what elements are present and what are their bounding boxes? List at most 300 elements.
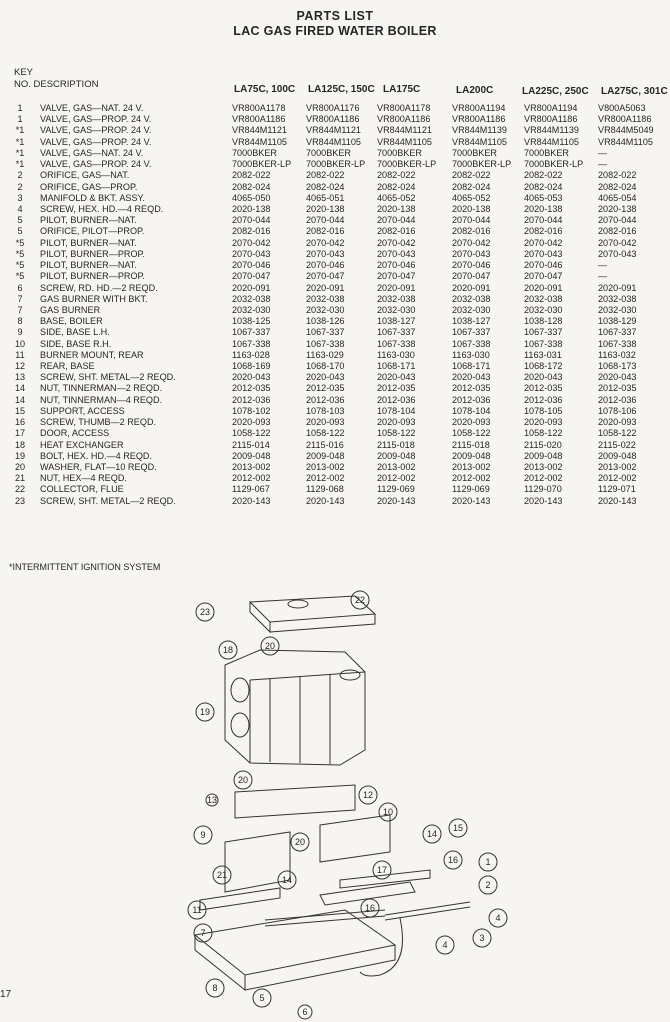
part-number: 1038-125 (232, 316, 271, 327)
part-description: PILOT, BURNER—NAT. (40, 215, 137, 226)
part-number: 2070-047 (452, 271, 491, 282)
part-number: 2012-035 (306, 383, 345, 394)
part-number: — (598, 159, 608, 170)
part-description: GAS BURNER (40, 304, 101, 315)
part-number: 2082-022 (524, 170, 563, 181)
key-number: 5 (17, 226, 23, 237)
part-number: VR844M1105 (232, 136, 287, 147)
part-number: 2070-047 (232, 271, 271, 282)
part-number: 2013-002 (598, 462, 637, 472)
part-number: 2032-038 (306, 293, 345, 304)
part-number: 2020-138 (232, 203, 271, 214)
key-number: 11 (15, 349, 25, 360)
part-number: 1038-129 (598, 316, 637, 327)
part-number: VR800A1186 (306, 114, 360, 125)
key-number: 22 (14, 484, 26, 495)
part-number: 2032-030 (232, 304, 271, 315)
callout-10: 10 (382, 807, 394, 817)
callout-5: 5 (259, 993, 265, 1003)
key-number: 21 (14, 473, 26, 484)
part-number: 2013-002 (306, 462, 345, 472)
part-number: 2082-016 (452, 226, 491, 237)
callout-6: 6 (302, 1007, 308, 1017)
table-row (0, 473, 670, 484)
table-row (0, 417, 670, 428)
part-number: 2020-093 (524, 417, 563, 428)
model-header: LA225C, 250C (522, 86, 589, 97)
part-number: 2070-043 (452, 248, 491, 259)
part-number: 2012-036 (598, 394, 637, 405)
part-number: 2009-048 (524, 450, 563, 461)
part-number: 2082-024 (452, 181, 491, 192)
table-row (0, 361, 670, 372)
part-number: 1067-337 (306, 327, 345, 338)
part-number: VR800A1186 (452, 114, 506, 125)
table-row (0, 103, 670, 114)
part-number: 2020-143 (377, 495, 416, 506)
part-number: 2070-043 (598, 248, 637, 259)
part-number: 1068-171 (452, 361, 491, 372)
part-number: 2020-093 (306, 417, 345, 428)
table-row (0, 496, 670, 507)
part-number: — (598, 147, 608, 158)
part-number: 2020-143 (232, 495, 271, 506)
table-row (0, 339, 670, 350)
part-number: 1068-172 (524, 361, 563, 372)
part-number: 1038-127 (452, 316, 491, 327)
part-number: 2013-002 (377, 462, 416, 472)
part-number: 1078-106 (598, 405, 637, 416)
part-number: 2070-042 (306, 237, 345, 248)
callout-17: 17 (376, 865, 388, 875)
table-row (0, 372, 670, 383)
part-number: 2115-016 (306, 439, 344, 450)
part-number: 2012-002 (306, 473, 345, 484)
part-number: VR800A1178 (232, 103, 286, 113)
key-number: 23 (14, 495, 26, 506)
part-number: — (598, 260, 608, 271)
part-number: 2082-022 (452, 170, 491, 181)
part-description: GAS BURNER WITH BKT. (40, 293, 148, 304)
key-number: *1 (15, 125, 25, 136)
part-description: SIDE, BASE L.H. (40, 327, 110, 338)
part-description: SCREW, HEX. HD.—4 REQD. (40, 203, 164, 214)
part-description: SIDE, BASE R.H. (40, 338, 112, 349)
part-description: BURNER MOUNT, REAR (40, 349, 144, 360)
part-number: 1067-338 (452, 338, 491, 349)
part-number: 2070-044 (377, 215, 416, 226)
part-number: 1067-337 (377, 327, 416, 338)
part-number: 2012-035 (452, 383, 491, 394)
key-number: 14 (14, 383, 26, 394)
part-number: 2032-030 (452, 304, 491, 315)
part-number: 2082-022 (306, 170, 345, 181)
table-row (0, 383, 670, 394)
table-row (0, 125, 670, 136)
part-number: 1067-338 (377, 338, 416, 349)
part-number: 2009-048 (377, 450, 416, 461)
part-number: 2070-046 (232, 260, 271, 271)
part-number: 2070-042 (598, 237, 637, 248)
part-number: 2012-036 (306, 394, 345, 405)
table-row (0, 305, 670, 316)
part-number: 2082-022 (598, 170, 637, 181)
part-number: 2009-048 (452, 450, 491, 461)
key-number: *5 (15, 260, 25, 271)
table-row (0, 204, 670, 215)
part-description: ORIFICE, GAS—NAT. (40, 170, 130, 181)
table-row (0, 350, 670, 361)
part-number: 2115-022 (598, 439, 636, 450)
part-description: HEAT EXCHANGER (40, 439, 124, 450)
part-description: VALVE, GAS—PROP. 24 V. (40, 125, 152, 136)
part-number: 1067-337 (452, 327, 491, 338)
part-number: 2032-030 (524, 304, 563, 315)
part-number: 2070-043 (524, 248, 563, 259)
part-number: 2115-018 (377, 439, 415, 450)
no-description-header: NO. DESCRIPTION (14, 79, 99, 90)
part-number: 2070-047 (306, 271, 345, 282)
part-number: 2012-036 (524, 394, 563, 405)
part-description: VALVE, GAS—NAT. 24 V. (40, 103, 144, 113)
callout-16: 16 (364, 903, 376, 913)
key-number: 8 (17, 316, 23, 327)
part-number: 2012-035 (524, 383, 563, 394)
table-row (0, 406, 670, 417)
part-number: VR800A1186 (377, 114, 431, 125)
key-number: 6 (17, 282, 23, 293)
part-number: 7000BKER-LP (232, 159, 292, 170)
callout-8: 8 (212, 983, 218, 993)
part-number: 1129-069 (377, 484, 415, 495)
part-number: 1067-338 (598, 338, 637, 349)
part-number: 2020-143 (452, 495, 491, 506)
key-number: 18 (14, 439, 26, 450)
part-number: 2012-002 (524, 473, 563, 484)
part-number: 1067-338 (306, 338, 345, 349)
part-number: 2070-046 (377, 260, 416, 271)
part-number: 4065-051 (306, 192, 345, 203)
part-number: 1163-029 (306, 349, 344, 360)
part-number: 2070-043 (232, 248, 271, 259)
part-number: VR844M1121 (306, 125, 361, 136)
part-number: VR844M1105 (598, 136, 653, 147)
part-description: PILOT, BURNER—PROP. (40, 271, 145, 282)
model-header: LA275C, 301C (601, 86, 668, 97)
part-number: 7000BKER (232, 147, 277, 158)
callout-1: 1 (485, 857, 491, 867)
part-number: VR800A1178 (377, 103, 431, 113)
part-number: VR800A1194 (524, 103, 578, 113)
part-description: SCREW, SHT. METAL—2 REQD. (40, 372, 176, 383)
part-number: 1068-170 (306, 361, 345, 372)
part-description: SCREW, SHT. METAL—2 REQD. (40, 495, 176, 506)
part-number: 2032-038 (232, 293, 271, 304)
part-number: 2082-024 (598, 181, 637, 192)
table-row (0, 428, 670, 439)
part-number: 1078-104 (452, 405, 491, 416)
callout-15: 15 (452, 823, 464, 833)
access-door-drawing (320, 882, 415, 905)
part-number: 4065-053 (524, 192, 563, 203)
part-number: 2070-047 (524, 271, 563, 282)
part-number: 2012-036 (377, 394, 416, 405)
table-row (0, 440, 670, 451)
table-row (0, 114, 670, 125)
part-number: 2020-093 (452, 417, 491, 428)
part-number: 2012-036 (452, 394, 491, 405)
part-number: 1058-122 (377, 428, 416, 439)
part-number: 2082-024 (232, 181, 271, 192)
part-description: NUT, TINNERMAN—4 REQD. (40, 394, 163, 405)
callout-20: 20 (237, 775, 249, 785)
key-number: 2 (17, 170, 23, 181)
part-number: 4065-052 (452, 192, 491, 203)
part-number: 2009-048 (598, 450, 637, 461)
part-number: 2020-093 (232, 417, 271, 428)
key-number: 14 (14, 394, 26, 405)
part-number: 2070-042 (524, 237, 563, 248)
part-number: 2012-002 (452, 473, 491, 484)
callout-9: 9 (200, 830, 206, 840)
part-number: 2070-042 (377, 237, 416, 248)
table-row (0, 226, 670, 237)
key-number: 5 (17, 215, 23, 226)
part-number: 4065-050 (232, 192, 271, 203)
part-number: 2115-018 (452, 439, 490, 450)
key-number: 13 (14, 372, 26, 383)
part-number: 1067-338 (524, 338, 563, 349)
part-number: 1058-122 (524, 428, 563, 439)
key-number: 20 (14, 462, 26, 472)
part-number: 2020-091 (452, 282, 491, 293)
heat-exchanger-drawing (225, 650, 365, 765)
model-header: LA175C (383, 84, 421, 95)
part-number: 2012-035 (598, 383, 637, 394)
part-description: ORIFICE, PILOT—PROP. (40, 226, 145, 237)
part-description: NUT, TINNERMAN—2 REQD. (40, 383, 163, 394)
part-number: 1163-028 (232, 349, 270, 360)
callout-22: 22 (354, 595, 366, 605)
part-number: VR800A1194 (452, 103, 506, 113)
key-number: *1 (15, 147, 25, 158)
part-number: 2009-048 (306, 450, 345, 461)
boiler-base-drawing (195, 910, 395, 975)
part-number: 7000BKER (306, 147, 351, 158)
part-description: VALVE, GAS—PROP. 24 V. (40, 114, 152, 125)
part-number: 2012-002 (232, 473, 271, 484)
part-number: 2032-030 (598, 304, 637, 315)
pilot-tube-drawing (360, 918, 403, 976)
part-number: 1129-069 (452, 484, 490, 495)
part-number: 1058-122 (452, 428, 491, 439)
part-number: 2013-002 (452, 462, 491, 472)
part-number: 1163-030 (377, 349, 415, 360)
callout-18: 18 (222, 645, 234, 655)
part-number: VR800A1176 (306, 103, 360, 113)
table-row (0, 260, 670, 271)
part-number: VR800A1186 (524, 114, 578, 125)
table-row (0, 148, 670, 159)
part-description: VALVE, GAS—NAT. 24 V. (40, 147, 144, 158)
part-number: 1038-128 (524, 316, 563, 327)
part-description: VALVE, GAS—PROP. 24 V. (40, 136, 152, 147)
part-number: 2020-043 (232, 372, 271, 383)
table-row (0, 215, 670, 226)
part-number: 1078-105 (524, 405, 563, 416)
part-description: PILOT, BURNER—PROP. (40, 248, 145, 259)
part-number: 1038-127 (377, 316, 416, 327)
part-number: 1068-169 (232, 361, 271, 372)
key-number: 15 (14, 405, 26, 416)
callout-4: 4 (442, 940, 448, 950)
key-number: 9 (17, 327, 23, 338)
part-number: 2082-024 (306, 181, 345, 192)
part-number: 2020-138 (377, 203, 416, 214)
part-number: 7000BKER-LP (524, 159, 584, 170)
callout-11: 11 (192, 905, 202, 915)
part-description: DOOR, ACCESS (40, 428, 110, 439)
part-number: 2082-016 (598, 226, 637, 237)
key-number: 16 (14, 417, 26, 428)
part-number: 2020-143 (598, 495, 637, 506)
callout-23: 23 (199, 607, 211, 617)
part-number: VR844M1105 (452, 136, 507, 147)
part-number: 2070-046 (306, 260, 345, 271)
part-number: 2013-002 (232, 462, 271, 472)
callout-2: 2 (485, 880, 491, 890)
part-number: 2012-002 (377, 473, 416, 484)
part-number: VR800A1186 (598, 114, 652, 125)
part-number: 2020-091 (377, 282, 416, 293)
callout-21: 21 (216, 870, 228, 880)
part-number: 2115-014 (232, 439, 270, 450)
callout-20: 20 (294, 837, 306, 847)
parts-table (0, 103, 670, 507)
key-number: 7 (17, 293, 23, 304)
part-number: 2012-036 (232, 394, 271, 405)
page-number: 17 (0, 989, 12, 1000)
part-number: VR844M1139 (452, 125, 507, 136)
part-number: 2082-022 (377, 170, 416, 181)
key-number: 12 (14, 361, 26, 372)
key-number: *5 (15, 248, 25, 259)
part-number: 2020-143 (524, 495, 563, 506)
footnote: *INTERMITTENT IGNITION SYSTEM (9, 562, 161, 572)
callout-14: 14 (426, 829, 438, 839)
part-number: 2032-038 (377, 293, 416, 304)
callout-4: 4 (495, 913, 501, 923)
part-number: 2032-030 (306, 304, 345, 315)
part-number: 4065-052 (377, 192, 416, 203)
part-number: 2012-035 (232, 383, 271, 394)
part-description: SUPPORT, ACCESS (40, 405, 125, 416)
part-number: 2032-030 (377, 304, 416, 315)
part-number: V800A5063 (598, 103, 646, 113)
part-number: 1129-071 (598, 484, 636, 495)
page-title: PARTS LIST (296, 9, 374, 23)
table-row (0, 159, 670, 170)
part-number: 2070-046 (452, 260, 491, 271)
part-number: 2020-043 (524, 372, 563, 383)
part-number: 2020-043 (377, 372, 416, 383)
part-description: SCREW, THUMB—2 REQD. (40, 417, 157, 428)
part-number: 2020-093 (377, 417, 416, 428)
part-number: 1078-103 (306, 405, 345, 416)
burner-mount-drawing (200, 888, 280, 910)
part-number: 1163-032 (598, 349, 636, 360)
part-number: 7000BKER-LP (452, 159, 512, 170)
part-number: 1058-122 (306, 428, 345, 439)
table-row (0, 170, 670, 181)
part-number: 1078-102 (232, 405, 271, 416)
key-number: 2 (17, 181, 23, 192)
part-description: SCREW, RD. HD.—2 REQD. (40, 282, 158, 293)
table-row (0, 294, 670, 305)
table-row (0, 271, 670, 282)
exploded-parts-diagram (170, 580, 520, 1020)
key-number: 1 (17, 114, 23, 125)
part-number: 1068-173 (598, 361, 637, 372)
part-number: 2115-020 (524, 439, 562, 450)
key-number: *5 (15, 237, 25, 248)
model-header: LA125C, 150C (308, 84, 375, 95)
callout-19: 19 (199, 707, 211, 717)
part-number: 7000BKER-LP (377, 159, 437, 170)
part-number: 2020-091 (598, 282, 637, 293)
part-number: 1038-126 (306, 316, 345, 327)
callout-3: 3 (479, 933, 485, 943)
callout-16: 16 (447, 855, 459, 865)
part-number: 7000BKER (452, 147, 497, 158)
callout-20: 20 (264, 641, 276, 651)
key-header: KEY (14, 67, 34, 78)
part-number: 2020-091 (306, 282, 345, 293)
key-number: 10 (14, 338, 26, 349)
part-number: 2020-138 (598, 203, 637, 214)
table-row (0, 327, 670, 338)
part-description: PILOT, BURNER—NAT. (40, 237, 137, 248)
part-number: 2020-138 (306, 203, 345, 214)
table-row (0, 238, 670, 249)
part-number: 4065-054 (598, 192, 637, 203)
part-number: 2070-044 (524, 215, 563, 226)
key-number: 17 (14, 428, 26, 439)
part-description: BOLT, HEX. HD.—4 REQD. (40, 450, 153, 461)
table-row (0, 182, 670, 193)
part-number: 2082-016 (377, 226, 416, 237)
part-description: VALVE, GAS—PROP. 24 V. (40, 159, 152, 170)
part-number: 2070-042 (452, 237, 491, 248)
part-number: 2082-024 (524, 181, 563, 192)
table-row (0, 283, 670, 294)
part-number: 1129-067 (232, 484, 270, 495)
part-description: WASHER, FLAT—10 REQD. (40, 462, 157, 472)
part-number: 2032-038 (524, 293, 563, 304)
part-number: 2020-043 (306, 372, 345, 383)
part-number: 2082-016 (306, 226, 345, 237)
page-subtitle: LAC GAS FIRED WATER BOILER (233, 24, 437, 38)
key-number: 3 (17, 192, 23, 203)
part-number: 1068-171 (377, 361, 416, 372)
part-number: 7000BKER-LP (306, 159, 366, 170)
part-number: VR844M1121 (232, 125, 287, 136)
part-number: 2070-043 (377, 248, 416, 259)
key-number: 19 (14, 450, 26, 461)
part-number: 2020-093 (598, 417, 637, 428)
part-number: 2082-022 (232, 170, 271, 181)
part-number: 2070-042 (232, 237, 271, 248)
